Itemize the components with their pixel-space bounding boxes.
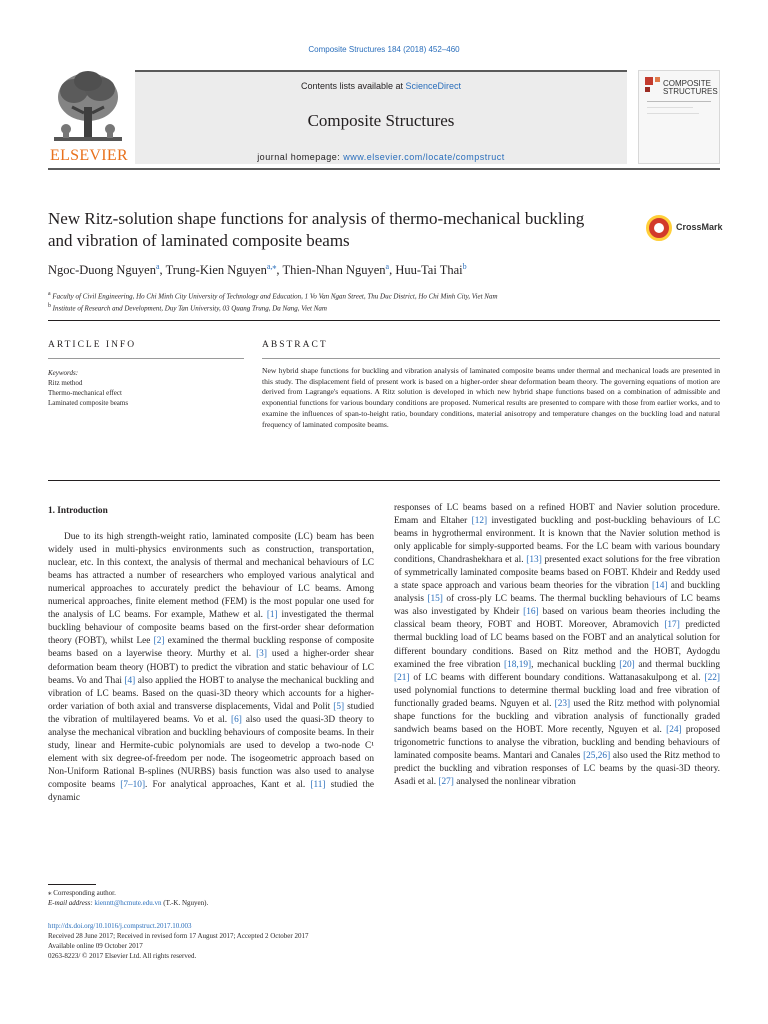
affiliation-text: Institute of Research and Development, Duy Tan University, 03 Quang Trung, Da Nang, Viet Nam [52,304,327,313]
keywords-block [48,368,244,408]
homepage-prefix: journal homepage: [257,152,344,162]
author-separator: , [159,263,166,278]
cover-divider [647,107,693,108]
journal-citation[interactable]: Composite Structures 184 (2018) 452–460 [308,45,460,54]
keywords-title: Keywords: [48,369,79,377]
article-info-divider [48,358,244,359]
section-heading-introduction: 1. Introduction [48,506,108,516]
reference-link[interactable]: [3] [256,649,267,660]
available-online: Available online 09 October 2017 [48,942,143,950]
reference-link[interactable]: [18,19] [504,659,532,670]
contents-line [135,81,627,91]
publication-info [48,921,448,961]
reference-link[interactable]: [15] [427,594,443,605]
author-affiliation-mark[interactable]: a [155,262,160,271]
reference-link[interactable]: [27] [438,776,454,787]
homepage-line [135,152,627,162]
reference-link[interactable]: [13] [526,555,542,566]
publication-history: Received 28 June 2017; Received in revised form 17 August 2017; Accepted 2 October 2017 [48,932,309,940]
affiliation-text: Faculty of Civil Engineering, Ho Chi Minh City University of Technology and Education, 1 Vo Van Ngan Street, Thu Duc District, Ho Chi Minh City, Viet Nam [52,292,498,301]
cover-title [663,79,718,96]
email-note [48,898,374,908]
abstract-divider [262,358,720,359]
footnote-divider [48,884,96,885]
author-name[interactable]: Huu-Tai Thai [395,263,463,278]
reference-link[interactable]: [17] [664,620,680,631]
body-paragraph: Due to its high strength-weight ratio, laminated composite (LC) beam has been widely used in multi-physics environments such as construction, transportation, nuclear, etc. In this context, the analysis of thermal and mechanical behaviours of LC beams has attracted a number of researchers who employed various analytical and numerical approaches to accurately predict the behaviour of LC beams. Among numerical approaches, finite element method (FEM) is the most popular one used for the analysis of LC beams. For example, Mathew et al. [1] investigated the thermal buckling behaviour of composite beams based on the first-order shear deformation theory (FOBT), whilst Lee [2] examined the thermal buckling response of composite beams based on a layerwise theory. Murthy et al. [3] used a higher-order shear deformation beam theory (HOBT) to predict the vibration and static behaviour of LC beams. Vo and Thai [4] also applied the HOBT to analyse the mechanical buckling and vibration of LC beams. Based on the quasi-3D theory which accounts for a higher-order variation of both axial and transverse displacements, Vidal and Polit [5] studied the vibration of multilayered beams. Vo et al. [6] also used the quasi-3D theory to analyse the mechanical vibration and buckling behaviours of composite beams. In their study, linear and Hermite-cubic polynomials are used to develop a two-node C¹ element with six degree-of-freedom per node. The isogeometric approach based on Non-Uniform Rational B-splines (NURBS) basis function was also used to analyse composite beams [7–10]. For analytical approaches, Kant et al. [11] studied the dynamic [48,532,374,803]
elsevier-tree-icon [48,67,128,145]
keyword-item: Laminated composite beams [48,399,129,407]
cover-divider [647,101,711,102]
affiliation-key: b [48,303,51,310]
reference-link[interactable]: [11] [310,779,326,790]
email-suffix: (T.-K. Nguyen). [161,899,209,907]
sciencedirect-link[interactable]: ScienceDirect [405,81,462,91]
section-divider [48,480,720,481]
author-list [48,262,720,278]
reference-link[interactable]: [14] [652,581,668,592]
elsevier-wordmark: ELSEVIER [50,147,128,164]
author-separator: , [389,263,396,278]
reference-link[interactable]: [21] [394,672,410,683]
author-affiliation-mark[interactable]: a [385,262,390,271]
reference-link[interactable]: [22] [704,672,720,683]
corresponding-author-note: ⁎ Corresponding author. [48,889,116,897]
reference-link[interactable]: [4] [124,675,136,686]
reference-link[interactable]: [1] [266,610,278,621]
cover-title-line: STRUCTURES [663,87,718,96]
reference-link[interactable]: [7–10] [120,779,146,790]
abstract-text: New hybrid shape functions for buckling and vibration analysis of laminated composite beams under thermal and mechanical loads are presented in this study. The displacement field of present work is based on a higher-order shear deformation beam theory. The governing equations of motion are derived from Lagrange's equations. A Ritz solution is developed in which new hybrid shape functions based on a combination of admissible and exponential functions for various boundary conditions are proposed. Numerical results are presented to compare with those from earlier works, and to examine the influences of span-to-height ratio, boundary conditions, material anisotropy and temperature changes on the buckling load and natural frequency of laminated composite beams. [262,366,720,429]
cover-logo-icon [655,77,660,82]
keyword-item: Ritz method [48,379,83,387]
reference-link[interactable]: [5] [333,701,345,712]
cover-divider [647,113,699,114]
affiliation-item [48,301,720,313]
affiliation-item [48,289,720,301]
author-affiliation-mark[interactable]: b [462,262,467,271]
journal-name: Composite Structures [307,111,455,130]
reference-link[interactable]: [6] [231,714,242,725]
journal-header [48,67,720,165]
author-separator: , [276,263,283,278]
elsevier-logo[interactable] [48,67,128,165]
reference-link[interactable]: [24] [666,724,682,735]
cover-title-line: COMPOSITE [663,79,712,88]
copyright: 0263-8223/ © 2017 Elsevier Ltd. All rights reserved. [48,952,197,960]
journal-banner [135,70,627,164]
cover-logo-icon [645,77,653,85]
author-name[interactable]: Thien-Nhan Nguyen [282,263,386,278]
cover-logo-icon [645,87,650,92]
reference-link[interactable]: [2] [153,636,165,647]
crossmark-button[interactable] [646,215,726,241]
reference-link[interactable]: [20] [619,659,635,670]
author-name[interactable]: Trung-Kien Nguyen [165,263,267,278]
doi-link[interactable]: http://dx.doi.org/10.1016/j.compstruct.2017.10.003 [48,922,192,930]
author-name[interactable]: Ngoc-Duong Nguyen [48,263,156,278]
affiliations [48,289,720,314]
journal-cover-thumbnail[interactable] [638,70,720,164]
abstract-heading: ABSTRACT [262,340,328,350]
affiliation-key: a [48,291,51,297]
crossmark-label: CrossMark [676,222,723,232]
contents-prefix: Contents lists available at [300,81,406,91]
reference-link[interactable]: [25,26] [583,750,611,761]
journal-homepage-link[interactable]: www.elsevier.com/locate/compstruct [343,152,505,162]
author-email-link[interactable]: kienntt@hcmute.edu.vn [94,899,162,907]
body-paragraph: responses of LC beams based on a refined HOBT and Navier solution procedure. Emam and Eltaher [12] investigated buckling and post-buckling behaviours of LC beams in hygrothermal environment. It is known that the Navier solution method is only applicable for simply-supported beams. For the LC beam with various boundary conditions, Chandrashekhara et al. [13] presented exact solutions for the free vibration of symmetrically laminated composite beams based on FOBT. Khdeir and Reddy used a state space approach and various beam theories for the vibration [14] and buckling analysis [15] of cross-ply LC beams. The thermal buckling behaviours of LC beams was also investigated by Khdeir [16] based on various beam theories including the classical beam theory, FOBT and HOBT. Moreover, Abramovich [17] predicted thermal buckling load of LC beams based on the FOBT and an analytical solution for different boundary conditions. Based on Ritz method and the HOBT, Aydogdu examined the free vibration [18,19], mechanical buckling [20] and thermal buckling [21] of LC beams with different boundary conditions. Wattanasakulpong et al. [22] used polynomial functions to determine thermal buckling load and free vibration of functionally graded beams. Nguyen et al. [23] used the Ritz method with polynomial shape functions for the buckling and vibration analysis of functionally graded sandwich beams based on the HOBT. More recently, Nguyen et al. [24] proposed trigonometric functions to analyse the vibration, buckling and bending behaviours of laminated composite beams. Mantari and Canales [25,26] also used the Ritz method to predict the buckling and vibration responses of LC beams by the quasi-3D theory. Asadi et al. [27] analysed the nonlinear vibration [394,503,721,787]
reference-link[interactable]: [23] [554,698,571,709]
keyword-item: Thermo-mechanical effect [48,389,122,397]
body-column-right [394,502,720,789]
reference-link[interactable]: [16] [523,607,539,618]
crossmark-icon [646,215,672,241]
email-label: E-mail address: [48,899,95,907]
author-affiliation-mark[interactable]: a,⁎ [266,262,277,271]
body-column-left [48,505,374,805]
footnotes [48,888,374,908]
reference-link[interactable]: [12] [471,516,488,527]
article-title: New Ritz-solution shape functions for analysis of thermo-mechanical buckling and vibration of laminated composite beams [48,209,585,250]
article-info-heading: ARTICLE INFO [48,340,137,350]
header-divider [48,168,720,170]
section-divider [48,320,720,321]
